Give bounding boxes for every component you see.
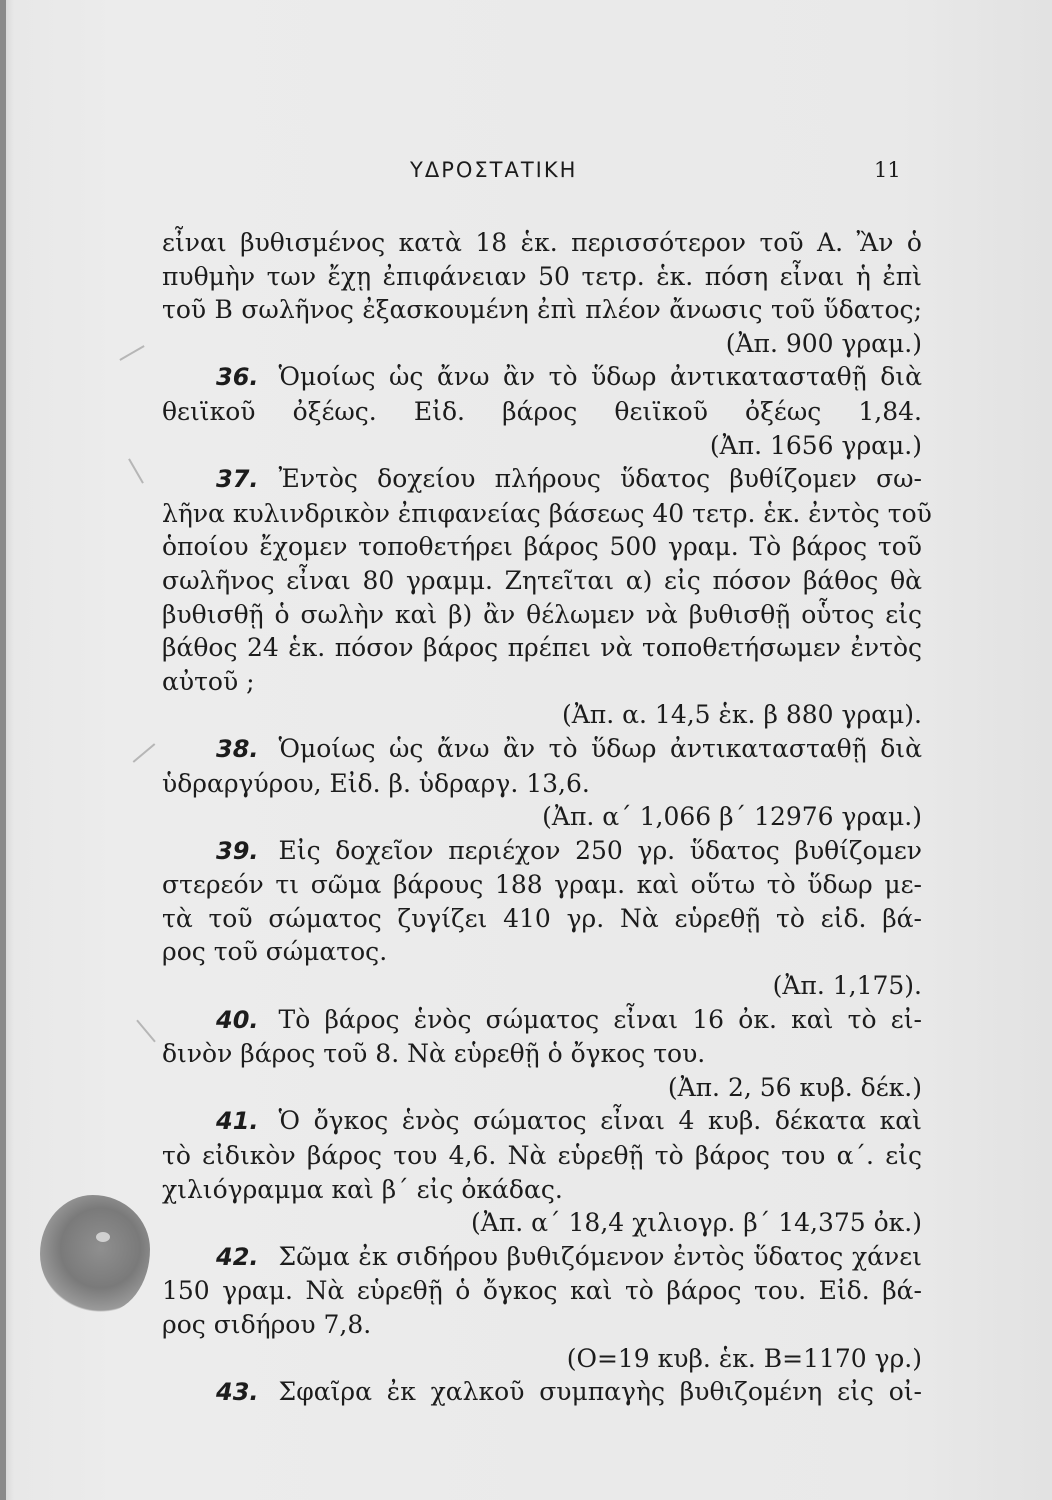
problem-line	[162, 732, 922, 767]
answer-text: (Ἀπ. 1656 γραμ.)	[709, 430, 922, 460]
answer-text: (Ἀπ. α΄ 1,066 β΄ 12976 γραμ.)	[542, 802, 922, 832]
line-text: ὑδραργύρου, Εἰδ. β. ὑδραργ. 13,6.	[162, 768, 590, 798]
page-header	[0, 158, 1052, 198]
problem-text: Ὁμοίως ὡς ἄνω ἂν τὸ ὕδωρ ἀντικατασταθῇ διὰ	[278, 733, 922, 763]
text-line	[162, 902, 922, 936]
problem-number: 41.	[216, 1107, 259, 1136]
line-text: εἶναι βυθισμένος κατὰ 18 ἑκ. περισσότερον τοῦ Α. Ἂν ὁ	[162, 228, 922, 257]
pencil-mark	[119, 345, 144, 361]
text-line	[162, 935, 922, 969]
line-text: βάθος 24 ἑκ. πόσον βάρος πρέπει νὰ τοποθετήσωμεν ἐντὸς	[162, 633, 922, 663]
problem-number: 37.	[216, 465, 259, 494]
line-text: χιλιόγραμμα καὶ β΄ εἰς ὀκάδας.	[162, 1174, 563, 1204]
water-stain	[40, 1195, 150, 1313]
problem-text: Εἰς δοχεῖον περιέχον 250 γρ. ὕδατος βυθίζομεν	[278, 835, 922, 865]
water-stain-highlight	[96, 1232, 110, 1242]
text-line	[162, 1308, 922, 1342]
answer-line	[162, 1206, 922, 1240]
problem-text: Ἐντὸς δοχείου πλήρους ὕδατος βυθίζομεν σω-	[278, 464, 922, 494]
answer-line	[162, 1342, 922, 1376]
text-line	[162, 293, 922, 327]
problem-number: 43.	[216, 1378, 259, 1407]
problem-text: Σφαῖρα ἐκ χαλκοῦ συμπαγὴς βυθιζομένη εἰς οἰ-	[278, 1377, 922, 1407]
problem-text: Ὁ ὄγκος ἑνὸς σώματος εἶναι 4 κυβ. δέκατα καὶ	[278, 1106, 922, 1136]
line-text: ὁποίου ἔχομεν τοποθετήρει βάρος 500 γραμ. Τὸ βάρος τοῦ	[162, 532, 922, 562]
answer-line	[162, 429, 922, 463]
answer-text: (Ἀπ. 2, 56 κυβ. δέκ.)	[667, 1072, 922, 1102]
line-text: 150 γραμ. Νὰ εὑρεθῇ ὁ ὄγκος καὶ τὸ βάρος του. Εἰδ. βά-	[162, 1276, 922, 1306]
running-title: ΥΔΡΟΣΤΑΤΙΚΗ	[410, 158, 578, 182]
answer-line	[162, 698, 922, 732]
text-line	[162, 1037, 922, 1071]
body-text	[162, 226, 932, 1410]
answer-text: (Ἀπ. α. 14,5 ἑκ. β 880 γραμ).	[562, 700, 922, 730]
answer-text: (Ἀπ. 1,175).	[772, 971, 922, 1001]
line-text: τοῦ Β σωλῆνος ἐξασκουμένη ἐπὶ πλέον ἄνωσις τοῦ ὕδατος;	[162, 295, 922, 325]
text-line	[162, 260, 922, 294]
line-text: στερεόν τι σῶμα βάρους 188 γραμ. καὶ οὕτω τὸ ὕδωρ με-	[162, 870, 922, 900]
text-line	[162, 868, 922, 902]
text-line	[162, 665, 922, 699]
text-line	[162, 497, 932, 531]
problem-line	[162, 1375, 922, 1410]
line-text: τὰ τοῦ σώματος ζυγίζει 410 γρ. Νὰ εὑρεθῇ τὸ εἰδ. βά-	[162, 903, 922, 933]
problem-number: 42.	[216, 1242, 259, 1271]
line-text: σωλῆνος εἶναι 80 γραμμ. Ζητεῖται α) εἰς πόσον βάθος θὰ	[162, 565, 922, 595]
text-line	[162, 767, 922, 801]
problem-line	[162, 1240, 922, 1275]
pencil-mark	[133, 743, 156, 763]
problem-number: 38.	[216, 734, 259, 763]
line-text: πυθμὴν των ἔχῃ ἐπιφάνειαν 50 τετρ. ἑκ. πόση εἶναι ἡ ἐπὶ	[162, 261, 922, 291]
pencil-mark	[128, 458, 144, 483]
line-text: τὸ εἰδικὸν βάρος του 4,6. Νὰ εὑρεθῇ τὸ βάρος του α΄. εἰς	[162, 1141, 922, 1171]
problem-text: Τὸ βάρος ἑνὸς σώματος εἶναι 16 ὀκ. καὶ τὸ εἰ-	[278, 1004, 922, 1034]
problem-number: 36.	[216, 363, 259, 392]
text-line	[162, 598, 922, 632]
answer-line	[162, 969, 922, 1003]
answer-text: (Ἀπ. α΄ 18,4 χιλιογρ. β΄ 14,375 ὀκ.)	[471, 1208, 922, 1238]
line-text: βυθισθῇ ὁ σωλὴν καὶ β) ἂν θέλωμεν νὰ βυθισθῇ οὗτος εἰς	[162, 599, 922, 629]
problem-text: Ὁμοίως ὡς ἄνω ἂν τὸ ὕδωρ ἀντικατασταθῇ διὰ	[278, 362, 922, 392]
text-line	[162, 1173, 922, 1207]
text-line	[162, 530, 922, 564]
line-text: ρος σιδήρου 7,8.	[162, 1310, 372, 1339]
line-text: λῆνα κυλινδρικὸν ἐπιφανείας βάσεως 40 τετρ. ἑκ. ἐντὸς τοῦ	[162, 498, 932, 528]
problem-number: 40.	[216, 1005, 259, 1034]
answer-text: (Ἀπ. 900 γραμ.)	[725, 328, 922, 358]
problem-text: Σῶμα ἐκ σιδήρου βυθιζόμενον ἐντὸς ὕδατος χάνει	[278, 1241, 922, 1271]
line-text: δινὸν βάρος τοῦ 8. Νὰ εὑρεθῇ ὁ ὄγκος του.	[162, 1039, 706, 1069]
problem-line	[162, 1104, 922, 1139]
text-line	[162, 226, 922, 260]
page-binding-edge	[0, 0, 6, 1500]
problem-line	[162, 1003, 922, 1038]
line-text: θειϊκοῦ ὀξέως. Εἰδ. βάρος θειϊκοῦ ὀξέως 1,84.	[162, 396, 922, 426]
page-number: 11	[874, 158, 901, 182]
answer-line	[162, 1071, 922, 1105]
problem-line	[162, 462, 922, 497]
text-line	[162, 564, 922, 598]
problem-line	[162, 834, 922, 869]
text-line	[162, 631, 922, 665]
problem-line	[162, 360, 922, 395]
text-line	[162, 1139, 922, 1173]
text-line	[162, 1274, 922, 1308]
text-line	[162, 395, 922, 429]
problem-number: 39.	[216, 836, 259, 865]
answer-text: (Ο=19 κυβ. ἑκ. Β=1170 γρ.)	[566, 1343, 922, 1373]
line-text: αὐτοῦ ;	[162, 666, 255, 696]
answer-line	[162, 800, 922, 834]
pencil-mark	[136, 1020, 156, 1043]
line-text: ρος τοῦ σώματος.	[162, 937, 388, 967]
answer-line	[162, 327, 922, 361]
